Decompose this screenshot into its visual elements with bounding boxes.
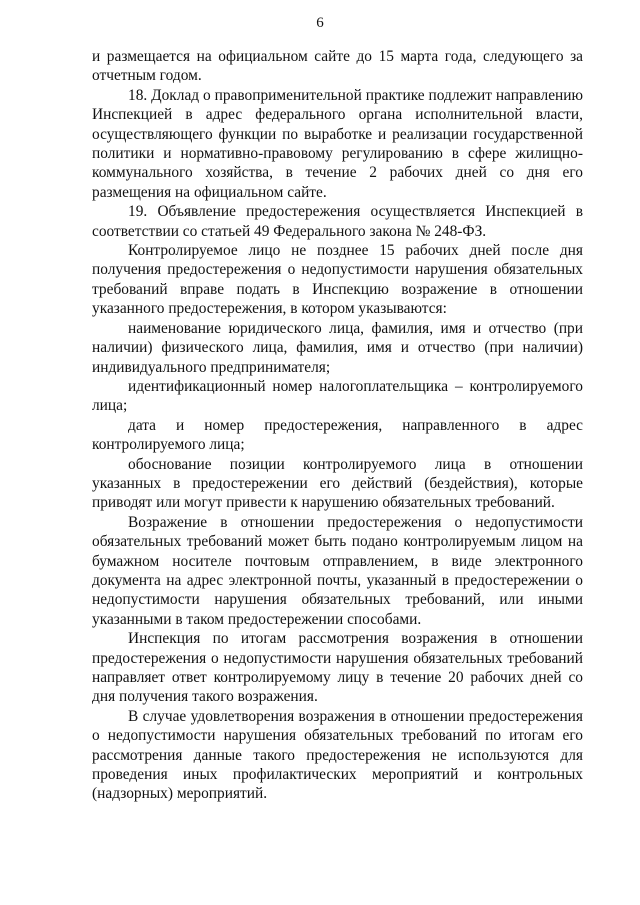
paragraph-item-18: 18. Доклад о правоприменительной практике подлежит направлению Инспекцией в адрес федерального органа исполнительной власти, осуществляющего функции по выработке и реализации государственной политики и нормативно-правовому регулированию в сфере жилищно-коммунального хозяйства, в течение 2 рабочих дней со дня его размещения на официальном сайте. <box>92 86 583 201</box>
paragraph-continuation: и размещается на официальном сайте до 15 марта года, следующего за отчетным годом. <box>92 48 583 85</box>
paragraph-objection-grounds: обоснование позиции контролируемого лица в отношении указанных в предостережении его действий (бездействия), которые приводят или могут привести к нарушению обязательных требований. <box>92 455 583 512</box>
paragraph-objection-satisfied: В случае удовлетворения возражения в отношении предостережения о недопустимости нарушения обязательных требований по итогам его рассмотрения данные такого предостережения не используются для проведения иных профилактических мероприятий и контрольных (надзорных) мероприятий. <box>92 707 583 803</box>
paragraph-inspection-response: Инспекция по итогам рассмотрения возражения в отношении предостережения о недопустимости нарушения обязательных требований направляет ответ контролируемому лицу в течение 20 рабочих дней со дня получения такого возражения. <box>92 630 583 706</box>
paragraph-objection-submission: Возражение в отношении предостережения о недопустимости обязательных требований может быть подано контролируемым лицом на бумажном носителе почтовым отправлением, в виде электронного документа на адрес электронной почты, указанный в предостережении о недопустимости нарушения обязательных требований, или иными указанными в таком предостережении способами. <box>92 513 583 628</box>
page-number: 6 <box>316 15 324 31</box>
paragraph-objection-right: Контролируемое лицо не позднее 15 рабочих дней после дня получения предостережения о недопустимости нарушения обязательных требований вправе подать в Инспекцию возражение в отношении указанного предостережения, в котором указываются: <box>92 242 583 318</box>
paragraph-objection-inn: идентификационный номер налогоплательщика – контролируемого лица; <box>92 377 583 415</box>
document-body <box>92 47 583 804</box>
paragraph-objection-name: наименование юридического лица, фамилия, имя и отчество (при наличии) физического лица, фамилия, имя и отчество (при наличии) индивидуального предпринимателя; <box>92 319 583 376</box>
paragraph-objection-date: дата и номер предостережения, направленного в адрес контролируемого лица; <box>92 416 583 454</box>
paragraph-item-19: 19. Объявление предостережения осуществляется Инспекцией в соответствии со статьей 49 Федерального закона № 248-ФЗ. <box>92 203 583 240</box>
